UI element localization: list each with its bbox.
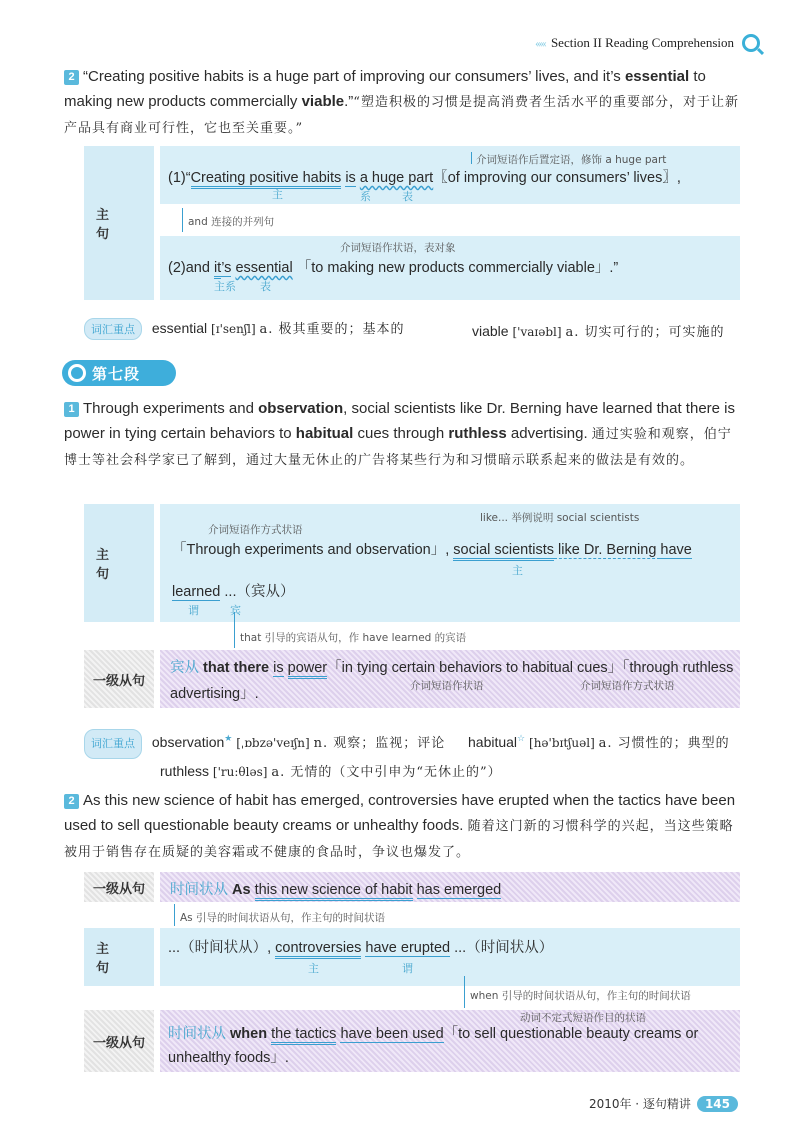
row-label: 主 句: [84, 504, 154, 622]
sentence-line: (1)“Creating positive habits is a huge part〖of improving our consumers’ lives〗,: [168, 166, 681, 187]
vocab-word: viable: [472, 323, 509, 339]
verb: is: [273, 660, 284, 676]
keyword: essential: [624, 68, 690, 85]
verb: have: [660, 542, 692, 558]
subject: Creating positive habits: [191, 170, 342, 189]
verb: is: [345, 170, 356, 186]
search-icon: [742, 34, 760, 52]
verb: learned: [172, 584, 221, 600]
annotation: like... 举例说明 social scientists: [480, 512, 640, 524]
role-predicate: 谓: [402, 962, 413, 975]
role-predicate: 谓: [188, 604, 199, 617]
subject: power: [288, 660, 328, 679]
star-icon: ☆: [517, 733, 526, 743]
vocab-tag: 词汇重点: [84, 729, 142, 759]
verb: has emerged: [416, 882, 502, 898]
paragraph-sentence-2b: 2 As this new science of habit has emerged, controversies have erupted when the tactics have been used to sell questionable beauty creams or unhealthy foods. 随着这门新的习惯科学的兴起，当这些策略被用于销售存在质疑的美容霜或不健康的食品时，争议也爆发了。: [64, 792, 736, 860]
sentence-line: 时间状从 when the tactics have been used「to sell questionable beauty creams or: [168, 1022, 698, 1043]
verb: ’s: [221, 260, 232, 276]
annotation: 介词短语作方式状语: [208, 524, 303, 536]
verb: have been used: [340, 1026, 444, 1042]
sentence-line: (2)and it’s essential 「to making new products commercially viable」.”: [168, 256, 618, 277]
sentence-line: 时间状从 As this new science of habit has emerged: [170, 878, 501, 899]
annotation: when 引导的时间状语从句，作主句的时间状语: [470, 990, 691, 1002]
annotation: and 连接的并列句: [188, 216, 275, 228]
paragraph-banner: 第七段: [62, 360, 176, 386]
clause-tag: 时间状从: [170, 882, 228, 898]
section-title: Section II Reading Comprehension: [550, 35, 734, 50]
sentence-number: 1: [64, 402, 79, 417]
subject: controversies: [275, 940, 361, 959]
sentence-number: 2: [64, 70, 79, 85]
vocab-word: ruthless: [160, 763, 210, 779]
row-label: 一级从句: [84, 650, 154, 708]
subject: social scientists: [453, 542, 554, 561]
vocab-tag: 词汇重点: [84, 318, 142, 340]
vocab-word: essential: [151, 320, 208, 336]
star-icon: ★: [224, 733, 233, 743]
annotation: 动词不定式短语作目的状语: [520, 1012, 646, 1024]
subject: it: [214, 260, 221, 279]
chinese-translation: 随着这门新的习惯科学的兴起，当这些策略被用于销售存在质疑的美容霜或不健康的食品时，争议也爆发了。: [64, 819, 734, 860]
row-label: 一级从句: [84, 1010, 154, 1072]
role-predicative: 表: [402, 190, 413, 203]
chinese-translation: 通过实验和观察，伯宁博士等社会科学家已了解到，通过大量无休止的广告将某些行为和习惯暗示联系起来的做法是有效的。: [64, 427, 732, 468]
row-label: 主 句: [84, 146, 154, 300]
annotation: As 引导的时间状语从句，作主句的时间状语: [180, 912, 385, 924]
vocab-word: habitual: [468, 734, 518, 750]
role-subject: 主: [308, 962, 319, 975]
sentence-line: advertising」.: [170, 686, 259, 702]
annotation: 介词短语作方式状语: [580, 680, 675, 692]
predicative: a huge part: [359, 170, 434, 186]
analysis-table-3: [84, 872, 740, 1072]
role-linking-verb: 系: [360, 190, 371, 203]
analysis-table-1: [84, 146, 740, 300]
subject: this new science of habit: [255, 882, 413, 901]
sentence-line: ...（时间状从）, controversies have erupted ...（时间状从）: [168, 936, 553, 957]
header-arrows: ‹‹‹‹‹: [534, 35, 545, 50]
page-footer: [589, 1095, 738, 1112]
clause-tag: 时间状从: [168, 1026, 226, 1042]
role-object: 宾: [230, 604, 241, 617]
verb: have erupted: [365, 940, 451, 956]
role-subject: 主: [512, 564, 523, 577]
role-subject: 主: [272, 188, 283, 201]
vocabulary-box-2: 词汇重点 observation★ [ˌɒbzə'veɪʃn] n. 观察；监视；评论 habitual☆ [hə'bɪtʃuəl] a. 习惯性的；典型的 ruthless ['ru:θləs] a. 无情的（文中引申为“无休止的”）: [84, 726, 740, 785]
subject: the tactics: [271, 1026, 336, 1045]
page-number: 145: [697, 1096, 738, 1112]
chinese-translation: “塑造积极的习惯是提高消费者生活水平的重要部分，对于让新产品具有商业可行性，它也至关重要。”: [64, 95, 739, 136]
vocabulary-box-1: 词汇重点 essential [ɪ'senʃl] a. 极其重要的；基本的 viable ['vaɪəbl] a. 切实可行的；可实施的: [84, 318, 740, 340]
sentence-line: 「Through experiments and observation」, social scientists like Dr. Berning have: [172, 538, 692, 559]
annotation: 介词短语作后置定语，修饰 a huge part: [476, 154, 667, 166]
running-header: [535, 30, 760, 56]
role-predicative: 表: [260, 280, 271, 293]
book-title: 2010年 · 逐句精讲: [588, 1097, 691, 1111]
annotation: 介词短语作状语，表对象: [340, 242, 456, 254]
predicative: essential: [235, 260, 293, 276]
vocab-word: observation: [151, 734, 225, 750]
sentence-line: learned ...（宾从）: [172, 584, 295, 600]
paragraph-sentence-1: 1 Through experiments and observation, social scientists like Dr. Berning have learned that there is power in tying certain behaviors to habitual cues through ruthless advertising. 通过实验和观察，伯宁博士等社会科学家已了解到，通过大量无休止的广告将某些行为和习惯暗示联系起来的做法是有效的。: [64, 400, 736, 468]
annotation: that 引导的宾语从句，作 have learned 的宾语: [240, 632, 467, 644]
paragraph-sentence-2: 2 “Creating positive habits is a huge part of improving our consumers’ lives, and it’s essential to making new products commercially viable.”“塑造积极的习惯是提高消费者生活水平的重要部分，对于让新产品具有商业可行性，它也至关重要。”: [64, 68, 739, 136]
clause-tag: 宾从: [170, 660, 199, 676]
sentence-line: unhealthy foods」.: [168, 1050, 289, 1066]
magnifier-icon: [68, 364, 86, 382]
sentence-line: 宾从 that there is power「in tying certain behaviors to habitual cues」「through ruthless: [170, 656, 733, 677]
analysis-table-2: [84, 504, 740, 708]
keyword: viable: [301, 93, 345, 110]
role-subject-linking: 主系: [214, 280, 236, 293]
annotation: 介词短语作状语: [410, 680, 484, 692]
row-label: 一级从句: [84, 872, 154, 902]
row-label: 主 句: [84, 928, 154, 986]
sentence-number: 2: [64, 794, 79, 809]
